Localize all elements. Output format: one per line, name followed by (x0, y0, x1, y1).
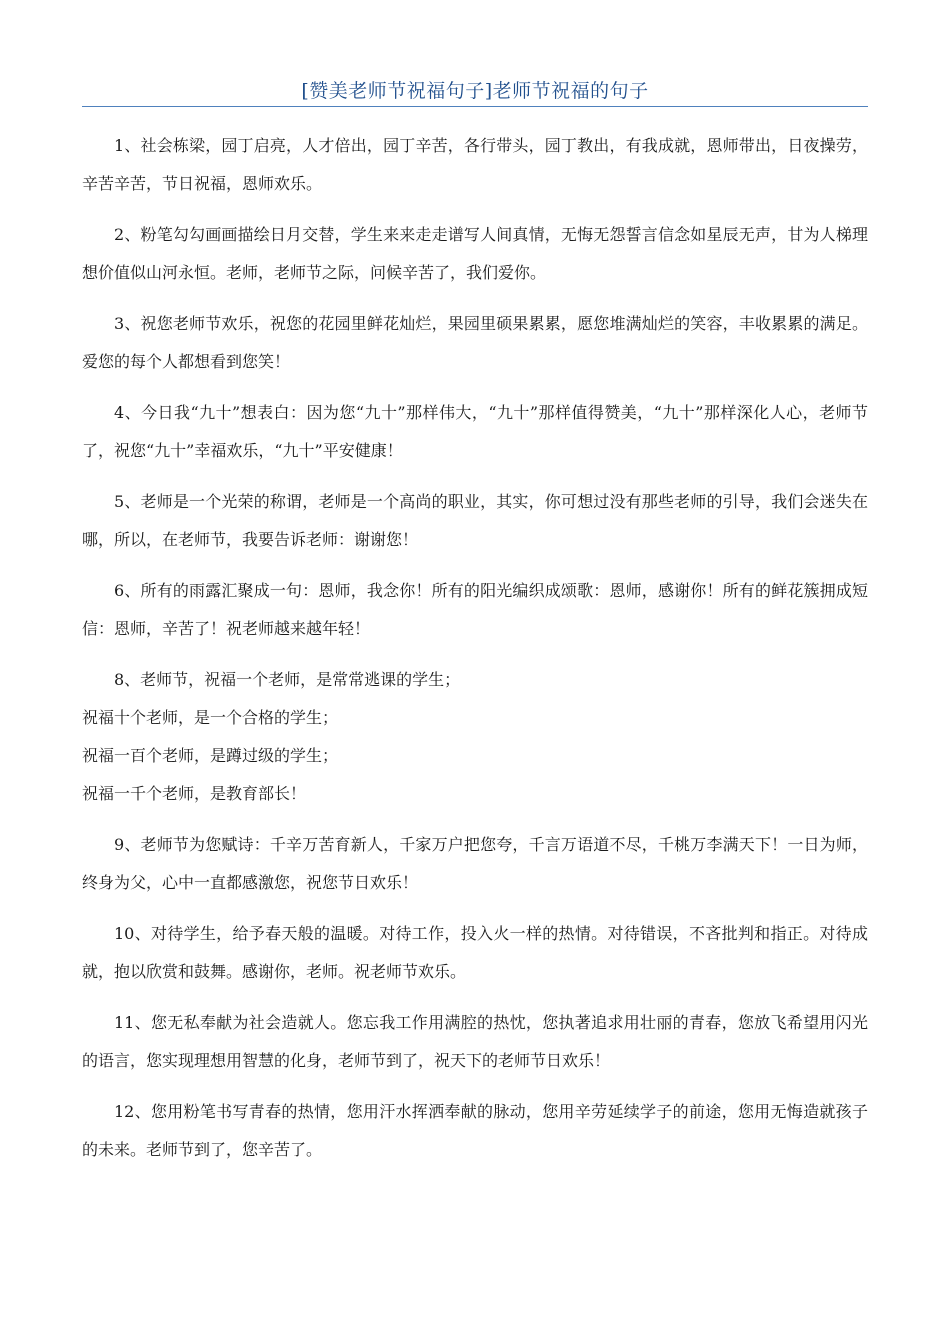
paragraph-11: 11、您无私奉献为社会造就人。您忘我工作用满腔的热忱，您执著追求用壮丽的青春，您放飞希望用闪光的语言，您实现理想用智慧的化身，老师节到了，祝天下的老师节日欢乐！ (82, 1013, 868, 1070)
paragraph-10: 10、对待学生，给予春天般的温暖。对待工作，投入火一样的热情。对待错误，不吝批判和指正。对待成就，抱以欣赏和鼓舞。感谢你，老师。祝老师节欢乐。 (82, 924, 868, 981)
paragraph-5: 5、老师是一个光荣的称谓，老师是一个高尚的职业，其实，你可想过没有那些老师的引导，我们会迷失在哪，所以，在老师节，我要告诉老师：谢谢您！ (82, 492, 868, 549)
paragraph-4: 4、今日我“九十”想表白：因为您“九十”那样伟大，“九十”那样值得赞美，“九十”那样深化人心，老师节了，祝您“九十”幸福欢乐，“九十”平安健康！ (82, 403, 868, 460)
document-title: [赞美老师节祝福句子]老师节祝福的句子 (301, 80, 649, 102)
title-divider (82, 106, 868, 107)
paragraph-1: 1、社会栋梁，园丁启亮，人才倍出，园丁辛苦，各行带头，园丁教出，有我成就，恩师带出，日夜操劳，辛苦辛苦，节日祝福，恩师欢乐。 (82, 136, 868, 193)
paragraph-9: 9、老师节为您赋诗：千辛万苦育新人，千家万户把您夸，千言万语道不尽，千桃万李满天下！一日为师，终身为父，心中一直都感激您，祝您节日欢乐！ (82, 835, 868, 892)
paragraph-3: 3、祝您老师节欢乐，祝您的花园里鲜花灿烂，果园里硕果累累，愿您堆满灿烂的笑容，丰收累累的满足。爱您的每个人都想看到您笑！ (82, 314, 868, 371)
paragraph-12: 12、您用粉笔书写青春的热情，您用汗水挥洒奉献的脉动，您用辛劳延续学子的前途，您用无悔造就孩子的未来。老师节到了，您辛苦了。 (82, 1102, 868, 1159)
paragraph-8-line: 祝福一百个老师，是蹲过级的学生； (82, 746, 339, 765)
paragraph-8-line: 祝福一千个老师，是教育部长！ (82, 784, 307, 803)
paragraph-8-line: 祝福十个老师，是一个合格的学生； (82, 708, 339, 727)
paragraph-2: 2、粉笔勾勾画画描绘日月交替，学生来来走走谱写人间真情，无悔无怨誓言信念如星辰无声，甘为人梯理想价值似山河永恒。老师，老师节之际，问候辛苦了，我们爱你。 (82, 225, 868, 282)
paragraph-8-group (82, 661, 868, 813)
paragraph-8-line: 8、老师节，祝福一个老师，是常常逃课的学生； (114, 670, 461, 689)
paragraph-6: 6、所有的雨露汇聚成一句：恩师，我念你！所有的阳光编织成颂歌：恩师，感谢你！所有的鲜花簇拥成短信：恩师，辛苦了！祝老师越来越年轻！ (82, 581, 868, 638)
document-page (82, 78, 868, 1182)
